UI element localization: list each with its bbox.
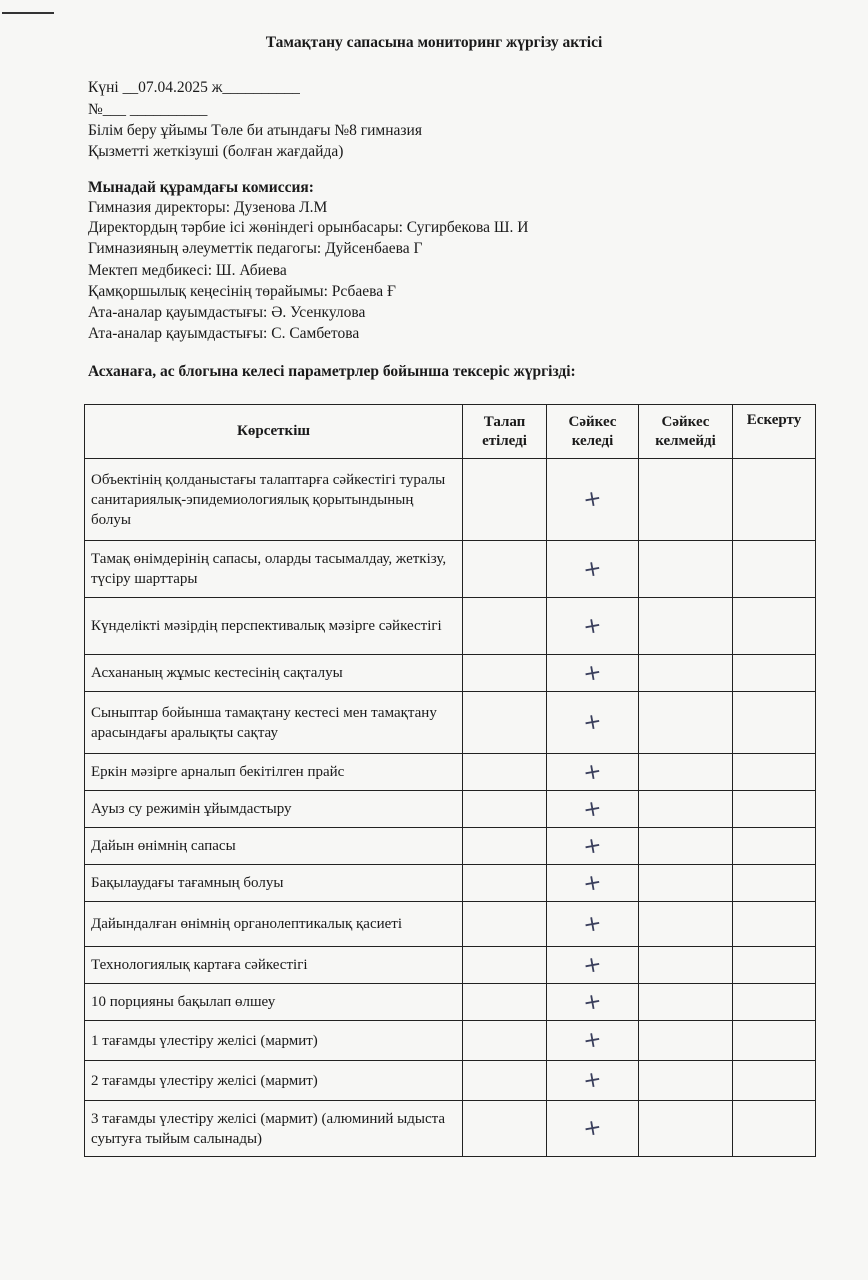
commission-heading: Мынадай құрамдағы комиссия: <box>88 179 314 196</box>
table-body <box>85 459 816 1157</box>
column-header-indicator: Көрсеткіш <box>85 405 463 459</box>
note-cell <box>733 1021 816 1061</box>
complies-cell <box>547 828 639 865</box>
complies-cell <box>547 754 639 791</box>
complies-cell <box>547 1061 639 1101</box>
corner-mark <box>2 12 54 14</box>
required-cell <box>463 598 547 655</box>
note-cell <box>733 828 816 865</box>
note-cell <box>733 459 816 541</box>
complies-cell <box>547 865 639 902</box>
check-mark: + <box>581 869 604 897</box>
check-mark: + <box>581 758 604 786</box>
required-cell <box>463 902 547 947</box>
table-row <box>85 865 816 902</box>
check-mark: + <box>581 612 604 640</box>
note-cell <box>733 1101 816 1157</box>
column-header-not-complies: Сәйкес келмейді <box>639 405 733 459</box>
indicator-cell: Дайын өнімнің сапасы <box>85 828 463 865</box>
required-cell <box>463 655 547 692</box>
check-mark: + <box>581 708 604 737</box>
indicator-cell: Тамақ өнімдерінің сапасы, оларды тасымалдау, жеткізу, түсіру шарттары <box>85 541 463 598</box>
indicator-cell: 1 тағамды үлестіру желісі (мармит) <box>85 1021 463 1061</box>
column-header-required: Талап етіледі <box>463 405 547 459</box>
note-cell <box>733 541 816 598</box>
table-row <box>85 1021 816 1061</box>
table-row <box>85 902 816 947</box>
column-header-complies: Сәйкес келеді <box>547 405 639 459</box>
organization-line: Білім беру ұйымы Төле би атындағы №8 гимназия <box>88 122 422 139</box>
table-row <box>85 828 816 865</box>
indicator-cell: Дайындалған өнімнің органолептикалық қасиеті <box>85 902 463 947</box>
complies-cell <box>547 598 639 655</box>
indicator-cell: Күнделікті мәзірдің перспективалық мәзірге сәйкестігі <box>85 598 463 655</box>
required-cell <box>463 1021 547 1061</box>
not-complies-cell <box>639 754 733 791</box>
indicator-cell: Объектінің қолданыстағы талаптарға сәйкестігі туралы санитариялық-эпидемиологиялық қорытындының болуы <box>85 459 463 541</box>
table-row <box>85 791 816 828</box>
check-mark: + <box>581 1026 604 1055</box>
complies-cell <box>547 1021 639 1061</box>
complies-cell <box>547 947 639 984</box>
not-complies-cell <box>639 828 733 865</box>
table-row <box>85 1101 816 1157</box>
not-complies-cell <box>639 655 733 692</box>
document-title: Тамақтану сапасына мониторинг жүргізу актісі <box>265 34 603 51</box>
table-row <box>85 984 816 1021</box>
supplier-line: Қызметті жеткізуші (болған жағдайда) <box>88 143 344 160</box>
not-complies-cell <box>639 692 733 754</box>
column-header-note: Ескерту <box>733 405 816 459</box>
note-cell <box>733 791 816 828</box>
not-complies-cell <box>639 541 733 598</box>
note-cell <box>733 1061 816 1101</box>
number-line: №___ __________ <box>88 101 208 118</box>
check-mark: + <box>581 832 604 860</box>
table-row <box>85 947 816 984</box>
required-cell <box>463 947 547 984</box>
note-cell <box>733 902 816 947</box>
table-row <box>85 541 816 598</box>
not-complies-cell <box>639 1061 733 1101</box>
note-cell <box>733 947 816 984</box>
required-cell <box>463 459 547 541</box>
note-cell <box>733 754 816 791</box>
required-cell <box>463 541 547 598</box>
check-mark: + <box>581 1066 604 1095</box>
indicator-cell: Технологиялық картаға сәйкестігі <box>85 947 463 984</box>
indicator-cell: 10 порцияны бақылап өлшеу <box>85 984 463 1021</box>
not-complies-cell <box>639 1021 733 1061</box>
not-complies-cell <box>639 865 733 902</box>
note-cell <box>733 598 816 655</box>
inspection-table <box>84 404 816 1157</box>
indicator-cell: Асхананың жұмыс кестесінің сақталуы <box>85 655 463 692</box>
indicator-cell: Ауыз су режимін ұйымдастыру <box>85 791 463 828</box>
complies-cell <box>547 655 639 692</box>
not-complies-cell <box>639 459 733 541</box>
note-cell <box>733 984 816 1021</box>
indicator-cell: Еркін мәзірге арналып бекітілген прайс <box>85 754 463 791</box>
check-mark: + <box>581 555 604 583</box>
not-complies-cell <box>639 984 733 1021</box>
indicator-cell: Бақылаудағы тағамның болуы <box>85 865 463 902</box>
check-mark: + <box>581 1114 604 1143</box>
commission-member: Ата-аналар қауымдастығы: С. Самбетова <box>88 325 360 342</box>
required-cell <box>463 1061 547 1101</box>
complies-cell <box>547 1101 639 1157</box>
commission-member: Мектеп медбикесі: Ш. Абиева <box>88 262 287 279</box>
required-cell <box>463 791 547 828</box>
required-cell <box>463 754 547 791</box>
table-row <box>85 1061 816 1101</box>
table-header-row <box>85 405 816 459</box>
commission-member: Ата-аналар қауымдастығы: Ә. Усенкулова <box>88 304 366 321</box>
required-cell <box>463 692 547 754</box>
table-row <box>85 692 816 754</box>
table-row <box>85 754 816 791</box>
commission-member: Гимназияның әлеуметтік педагогы: Дуйсенбаева Г <box>88 240 423 257</box>
check-mark: + <box>581 485 604 514</box>
commission-member: Қамқоршылық кеңесінің төрайымы: Рсбаева Ғ <box>88 283 396 300</box>
complies-cell <box>547 791 639 828</box>
check-mark: + <box>581 988 604 1016</box>
required-cell <box>463 828 547 865</box>
not-complies-cell <box>639 598 733 655</box>
check-mark: + <box>581 910 604 938</box>
indicator-cell: Сыныптар бойынша тамақтану кестесі мен тамақтану арасындағы аралықты сақтау <box>85 692 463 754</box>
table-row <box>85 655 816 692</box>
commission-member: Директордың тәрбие ісі жөніндегі орынбасары: Сугирбекова Ш. И <box>88 219 529 236</box>
date-line: Күні __07.04.2025 ж__________ <box>88 79 300 96</box>
complies-cell <box>547 984 639 1021</box>
required-cell <box>463 984 547 1021</box>
check-mark: + <box>581 951 604 979</box>
not-complies-cell <box>639 791 733 828</box>
indicator-cell: 3 тағамды үлестіру желісі (мармит) (алюминий ыдыста суытуға тыйым салынады) <box>85 1101 463 1157</box>
required-cell <box>463 865 547 902</box>
note-cell <box>733 692 816 754</box>
complies-cell <box>547 692 639 754</box>
not-complies-cell <box>639 1101 733 1157</box>
check-mark: + <box>581 795 604 823</box>
check-mark: + <box>581 659 604 687</box>
table-row <box>85 459 816 541</box>
required-cell <box>463 1101 547 1157</box>
inspection-heading: Асханаға, ас блогына келесі параметрлер бойынша тексеріс жүргізді: <box>88 363 576 380</box>
table-row <box>85 598 816 655</box>
complies-cell <box>547 459 639 541</box>
not-complies-cell <box>639 902 733 947</box>
complies-cell <box>547 541 639 598</box>
indicator-cell: 2 тағамды үлестіру желісі (мармит) <box>85 1061 463 1101</box>
note-cell <box>733 655 816 692</box>
not-complies-cell <box>639 947 733 984</box>
commission-member: Гимназия директоры: Дузенова Л.М <box>88 199 328 216</box>
complies-cell <box>547 902 639 947</box>
note-cell <box>733 865 816 902</box>
